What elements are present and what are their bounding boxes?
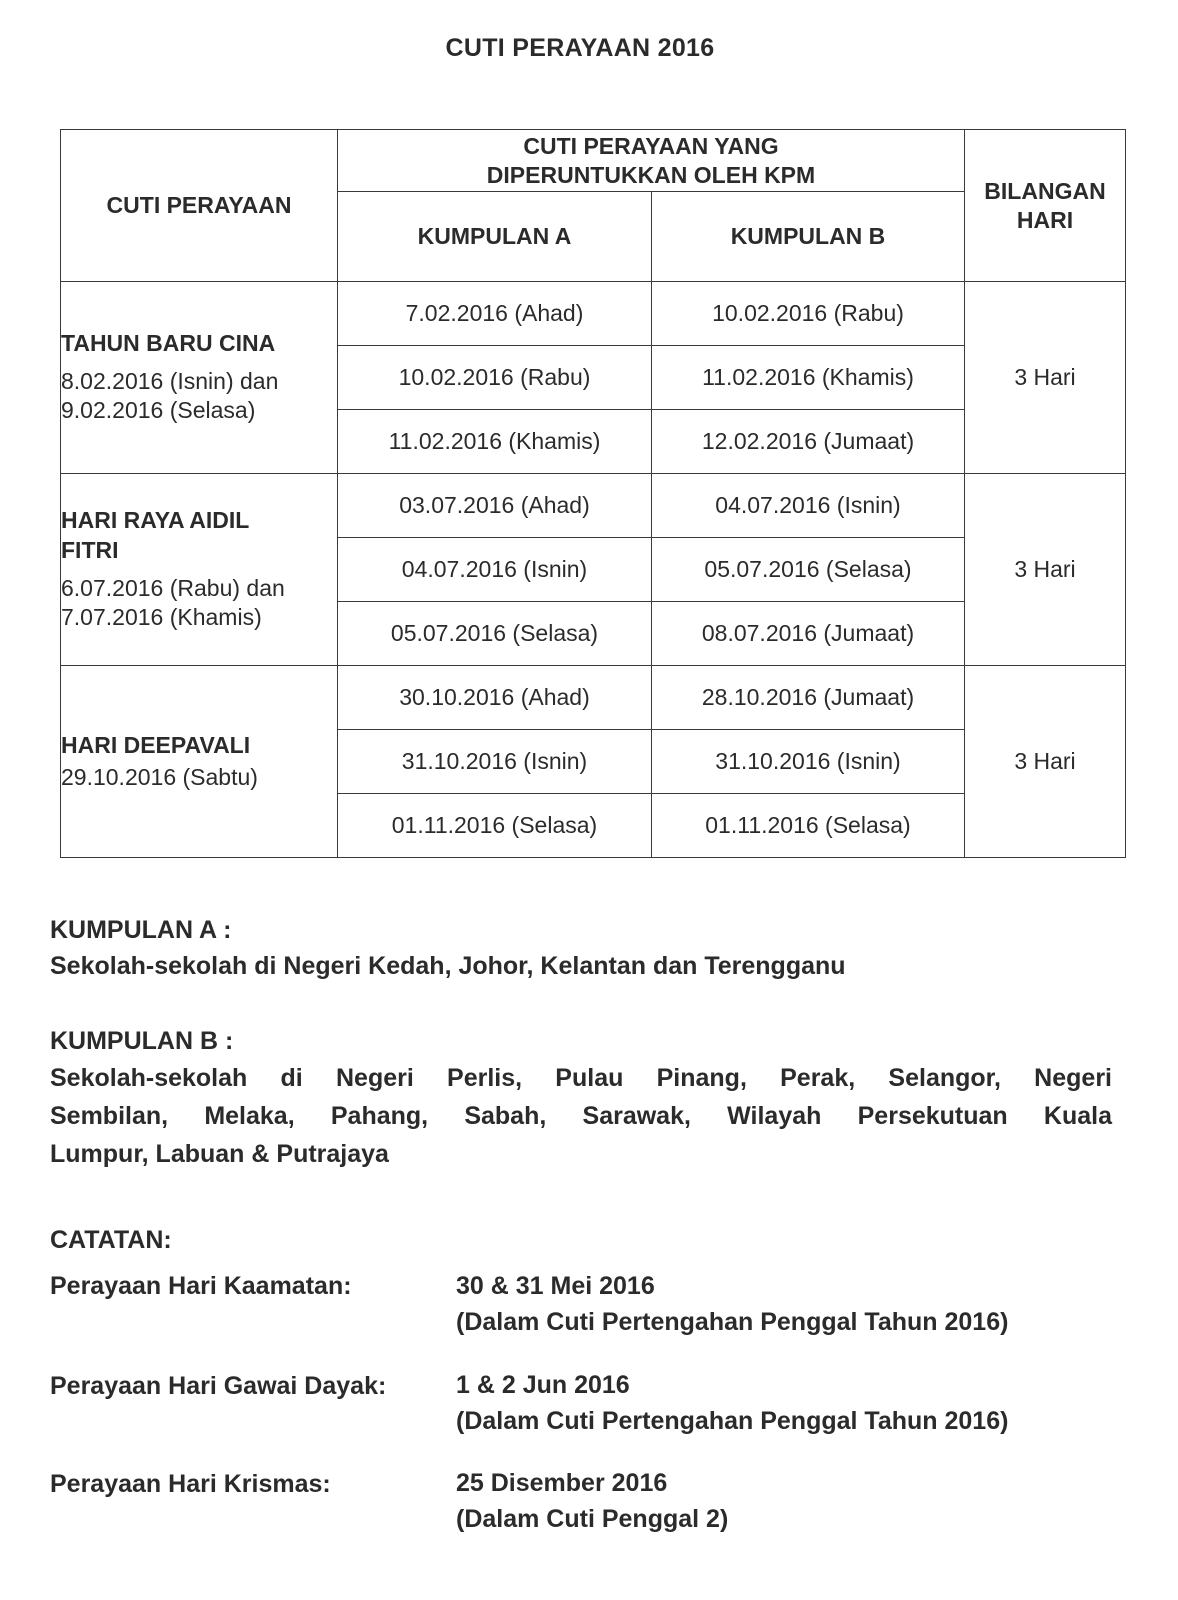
- note-date: 25 Disember 2016: [456, 1469, 668, 1497]
- kumpulan-b-date: 08.07.2016 (Jumaat): [652, 602, 965, 666]
- note-value: [456, 1367, 1008, 1439]
- kumpulan-a-date: 05.07.2016 (Selasa): [338, 602, 652, 666]
- catatan-heading: CATATAN:: [50, 1226, 172, 1254]
- table-row: [61, 282, 1126, 346]
- holiday-table: [60, 129, 1126, 858]
- kumpulan-b-date: 11.02.2016 (Khamis): [652, 346, 965, 410]
- kumpulan-a-date: 01.11.2016 (Selasa): [338, 794, 652, 858]
- kumpulan-b-date: 10.02.2016 (Rabu): [652, 282, 965, 346]
- note-date: 30 & 31 Mei 2016: [456, 1272, 655, 1300]
- kumpulan-b-date: 05.07.2016 (Selasa): [652, 538, 965, 602]
- kumpulan-b-line: Sekolah-sekolah di Negeri Perlis, Pulau Pinang, Perak, Selangor, Negeri: [50, 1064, 1112, 1092]
- kumpulan-b-date: 12.02.2016 (Jumaat): [652, 410, 965, 474]
- bilangan-hari: 3 Hari: [965, 666, 1126, 858]
- kumpulan-a-date: 11.02.2016 (Khamis): [338, 410, 652, 474]
- bilangan-hari: 3 Hari: [965, 474, 1126, 666]
- kumpulan-a-date: 03.07.2016 (Ahad): [338, 474, 652, 538]
- note-detail: (Dalam Cuti Pertengahan Penggal Tahun 2016): [456, 1407, 1009, 1435]
- kumpulan-b-label: KUMPULAN B :: [50, 1027, 234, 1055]
- holiday-cell: [61, 282, 338, 474]
- holiday-dates: 29.10.2016 (Sabtu): [61, 763, 258, 790]
- note-label: Perayaan Hari Gawai Dayak:: [50, 1372, 387, 1400]
- holiday-dates: 9.02.2016 (Selasa): [61, 397, 256, 424]
- kumpulan-b-line: Lumpur, Labuan & Putrajaya: [50, 1140, 389, 1168]
- header-cuti-perayaan: CUTI PERAYAAN: [61, 130, 338, 282]
- kumpulan-a-date: 31.10.2016 (Isnin): [338, 730, 652, 794]
- note-label: Perayaan Hari Kaamatan:: [50, 1272, 352, 1300]
- kumpulan-a-date: 04.07.2016 (Isnin): [338, 538, 652, 602]
- header-allocated: CUTI PERAYAAN YANG DIPERUNTUKKAN OLEH KPM: [338, 130, 965, 192]
- holiday-name: HARI RAYA AIDIL FITRI: [61, 506, 249, 563]
- header-kumpulan-a: KUMPULAN A: [338, 192, 652, 282]
- kumpulan-a-text: Sekolah-sekolah di Negeri Kedah, Johor, Kelantan dan Terengganu: [50, 952, 846, 980]
- note-label: Perayaan Hari Krismas:: [50, 1470, 331, 1498]
- kumpulan-a-date: 7.02.2016 (Ahad): [338, 282, 652, 346]
- holiday-dates: 7.07.2016 (Khamis): [61, 604, 262, 631]
- kumpulan-b-text: [50, 1059, 1112, 1173]
- holiday-cell: [61, 666, 338, 858]
- kumpulan-b-date: 04.07.2016 (Isnin): [652, 474, 965, 538]
- page-title: CUTI PERAYAAN 2016: [445, 34, 715, 62]
- header-kumpulan-b: KUMPULAN B: [652, 192, 965, 282]
- kumpulan-b-date: 28.10.2016 (Jumaat): [652, 666, 965, 730]
- note-value: [456, 1268, 1008, 1340]
- kumpulan-b-date: 01.11.2016 (Selasa): [652, 794, 965, 858]
- kumpulan-a-date: 10.02.2016 (Rabu): [338, 346, 652, 410]
- note-detail: (Dalam Cuti Penggal 2): [456, 1505, 729, 1533]
- note-detail: (Dalam Cuti Pertengahan Penggal Tahun 2016): [456, 1308, 1009, 1336]
- bilangan-hari: 3 Hari: [965, 282, 1126, 474]
- note-value: [456, 1465, 728, 1537]
- holiday-dates: 8.02.2016 (Isnin) dan: [61, 367, 279, 394]
- holiday-name: HARI DEEPAVALI: [61, 731, 251, 758]
- table-row: [61, 474, 1126, 538]
- holiday-cell: [61, 474, 338, 666]
- kumpulan-b-line: Sembilan, Melaka, Pahang, Sabah, Sarawak, Wilayah Persekutuan Kuala: [50, 1102, 1112, 1130]
- kumpulan-a-date: 30.10.2016 (Ahad): [338, 666, 652, 730]
- holiday-name: TAHUN BARU CINA: [61, 329, 276, 356]
- kumpulan-b-date: 31.10.2016 (Isnin): [652, 730, 965, 794]
- note-date: 1 & 2 Jun 2016: [456, 1371, 630, 1399]
- header-bilangan-hari: BILANGAN HARI: [965, 130, 1126, 282]
- kumpulan-a-label: KUMPULAN A :: [50, 916, 232, 944]
- table-row: [61, 666, 1126, 730]
- holiday-dates: 6.07.2016 (Rabu) dan: [61, 574, 285, 601]
